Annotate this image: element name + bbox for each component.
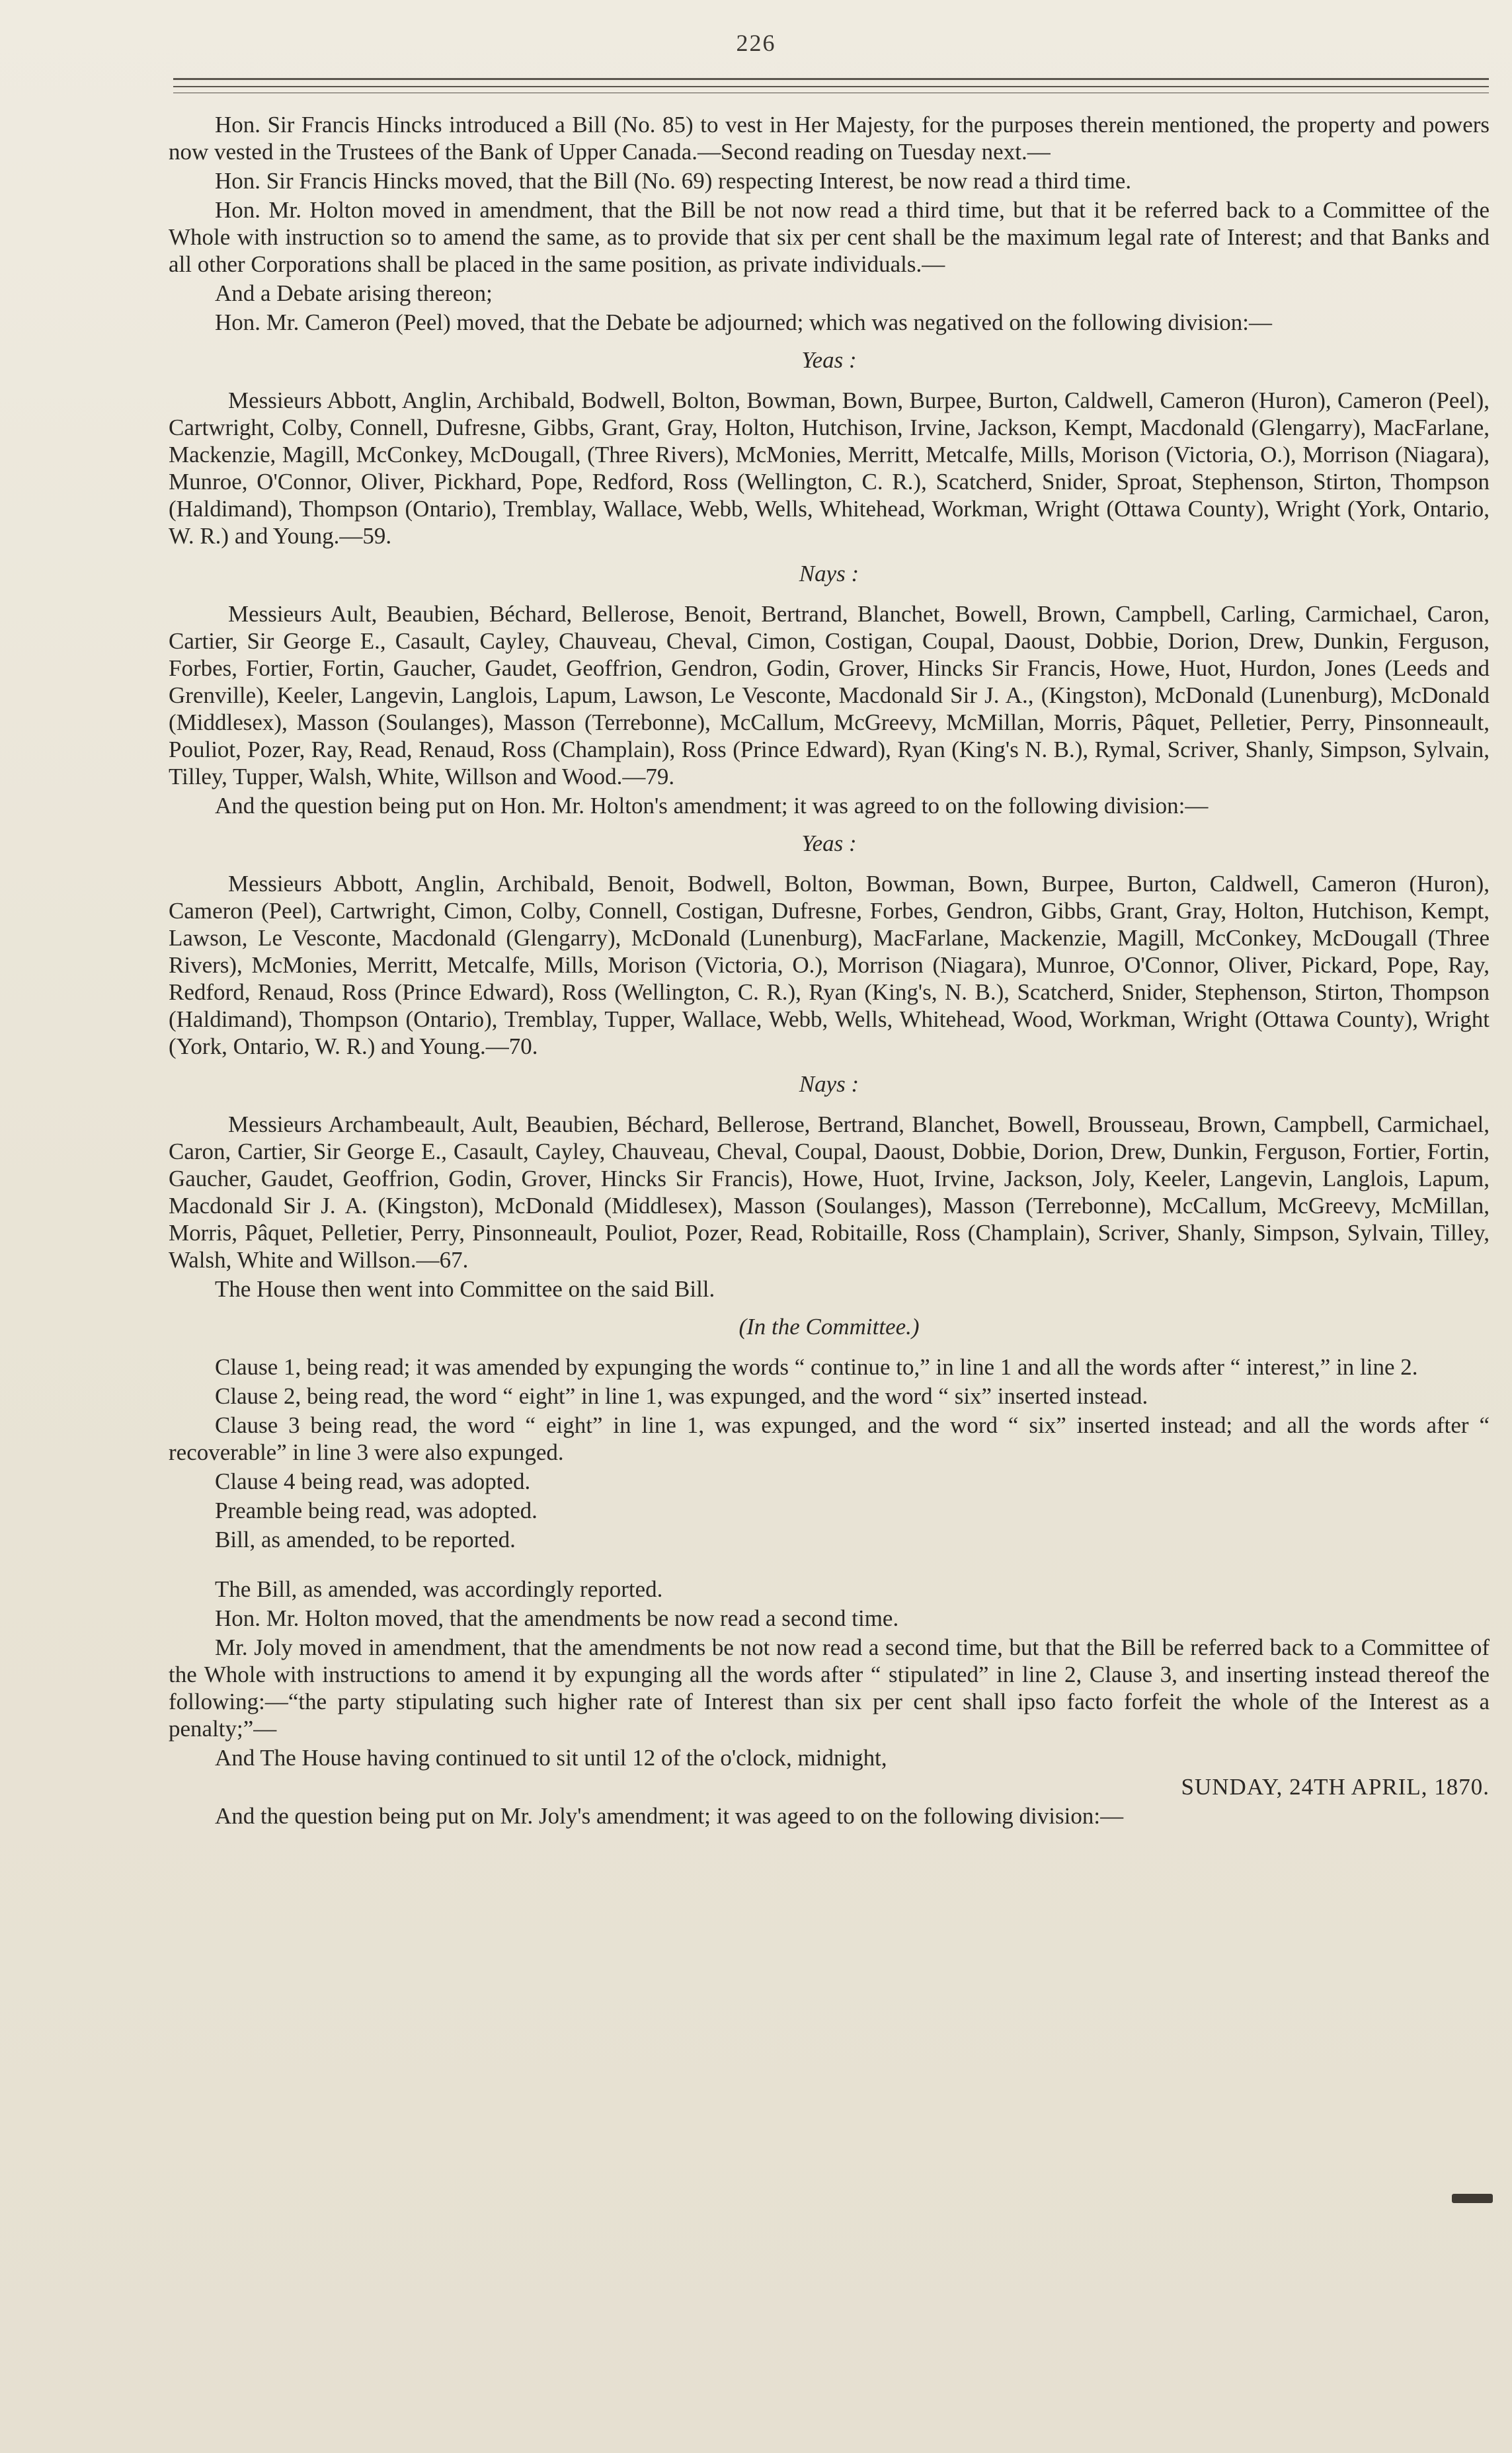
paragraph: And The House having continued to sit until 12 of the o'clock, midnight, — [215, 1745, 887, 1771]
division-heading-nays: Nays : — [799, 1071, 859, 1097]
paragraph: Hon. Mr. Holton moved in amendment, that the Bill be not now read a third time, but that it be referred back to a Committee of the Whole with instruction so to amend the same, as to provide that six per cent shall be the maximum legal rate of Interest; and that Banks and all other Corporations shall be placed in the same position, as private individuals.— — [169, 197, 1490, 277]
paragraph: And the question being put on Mr. Joly's amendment; it was ageed to on the following division:— — [215, 1803, 1124, 1829]
paragraph: Clause 4 being read, was adopted. — [215, 1468, 531, 1494]
paragraph: Clause 1, being read; it was amended by expunging the words “ continue to,” in line 1 and all the words after “ interest,” in line 2. — [215, 1354, 1418, 1380]
paragraph: Bill, as amended, to be reported. — [215, 1527, 516, 1552]
division-list: Messieurs Abbott, Anglin, Archibald, Benoit, Bodwell, Bolton, Bowman, Bown, Burpee, Burton, Caldwell, Cameron (Huron), Cameron (Peel), Cartwright, Cimon, Colby, Connell, Costigan, Dufresne, Forbes, Gendron, Gibbs, Grant, Gray, Holton, Hutchison, Kempt, Lawson, Le Vesconte, Macdonald (Glengarry), McDonald (Lunenburg), MacFarlane, Mackenzie, Magill, McConkey, McDougall (Three Rivers), McMonies, Merritt, Metcalfe, Mills, Morison (Victoria, O.), Morrison (Niagara), Munroe, O'Connor, Oliver, Pickard, Pope, Ray, Redford, Renaud, Ross (Prince Edward), Ross (Wellington, C. R.), Ryan (King's, N. B.), Scatcherd, Snider, Stephenson, Stirton, Thompson (Haldimand), Thompson (Ontario), Tremblay, Tupper, Wallace, Webb, Wells, Whitehead, Wood, Workman, Wright (Ottawa County), Wright (York, Ontario, W. R.) and Young.—70. — [169, 871, 1490, 1059]
paragraph: Hon. Sir Francis Hincks moved, that the Bill (No. 69) respecting Interest, be now read a third time. — [215, 168, 1132, 194]
paragraph: And a Debate arising thereon; — [215, 280, 493, 306]
division-list: Messieurs Archambeault, Ault, Beaubien, Béchard, Bellerose, Bertrand, Blanchet, Bowell, Brousseau, Brown, Campbell, Carmichael, Caron, Cartier, Sir George E., Casault, Cayley, Chauveau, Cheval, Coupal, Daoust, Dobbie, Dorion, Drew, Dunkin, Ferguson, Fortier, Fortin, Gaucher, Gaudet, Geoffrion, Godin, Grover, Hincks Sir Francis), Howe, Huot, Irvine, Jackson, Joly, Keeler, Langevin, Langlois, Lapum, Macdonald Sir J. A. (Kingston), McDonald (Middlesex), Masson (Soulanges), Masson (Terrebonne), McCallum, McGreevy, McMillan, Morris, Pâquet, Pelletier, Perry, Pinsonneault, Pouliot, Pozer, Read, Robitaille, Ross (Champlain), Scriver, Shanly, Simpson, Sylvain, Tilley, Walsh, White and Willson.—67. — [169, 1111, 1490, 1273]
division-list: Messieurs Ault, Beaubien, Béchard, Bellerose, Benoit, Bertrand, Blanchet, Bowell, Brown, Campbell, Carling, Carmichael, Caron, Cartier, Sir George E., Casault, Cayley, Chauveau, Cheval, Cimon, Costigan, Coupal, Daoust, Dobbie, Dorion, Drew, Dunkin, Ferguson, Forbes, Fortier, Fortin, Gaucher, Gaudet, Geoffrion, Gendron, Godin, Grover, Hincks Sir Francis, Howe, Huot, Hurdon, Jones (Leeds and Grenville), Keeler, Langevin, Langlois, Lapum, Lawson, Le Vesconte, Macdonald Sir J. A., (Kingston), McDonald (Lunenburg), McDonald (Middlesex), Masson (Soulanges), Masson (Terrebonne), McCallum, McGreevy, McMillan, Morris, Pâquet, Pelletier, Perry, Pinsonneault, Pouliot, Pozer, Ray, Read, Renaud, Ross (Champlain), Ross (Prince Edward), Ryan (King's N. B.), Rymal, Scriver, Shanly, Simpson, Sylvain, Tilley, Tupper, Walsh, White, Willson and Wood.—79. — [169, 601, 1490, 789]
paragraph: The Bill, as amended, was accordingly reported. — [215, 1576, 663, 1602]
division-list: Messieurs Abbott, Anglin, Archibald, Bodwell, Bolton, Bowman, Bown, Burpee, Burton, Caldwell, Cameron (Huron), Cameron (Peel), Cartwright, Colby, Connell, Dufresne, Gibbs, Grant, Gray, Holton, Hutchison, Irvine, Jackson, Kempt, Macdonald (Glengarry), MacFarlane, Mackenzie, Magill, McConkey, McDougall, (Three Rivers), McMonies, Merritt, Metcalfe, Mills, Morison (Victoria, O.), Morrison (Niagara), Munroe, O'Connor, Oliver, Pickhard, Pope, Redford, Ross (Wellington, C. R.), Scatcherd, Snider, Sproat, Stephenson, Stirton, Thompson (Haldimand), Thompson (Ontario), Tremblay, Wallace, Webb, Wells, Whitehead, Workman, Wright (Ottawa County), Wright (York, Ontario, W. R.) and Young.—59. — [169, 387, 1490, 549]
date-line: SUNDAY, 24TH APRIL, 1870. — [1181, 1774, 1490, 1800]
paragraph: And the question being put on Hon. Mr. Holton's amendment; it was agreed to on the following division:— — [215, 793, 1209, 819]
division-heading-yeas: Yeas : — [801, 347, 857, 373]
margin-mark — [1452, 2194, 1493, 2203]
paragraph: The House then went into Committee on the said Bill. — [215, 1276, 715, 1302]
page-number: 226 — [736, 30, 776, 56]
paragraph: Mr. Joly moved in amendment, that the amendments be not now read a second time, but that the Bill be referred back to a Committee of the Whole with instructions to amend it by expunging all the words after “ stipulated” in line 2, Clause 3, and inserting instead thereof the following:—“the party stipulating such higher rate of Interest than six per cent shall ipso facto forfeit the whole of the Interest as a penalty;”— — [169, 1634, 1490, 1742]
division-heading-nays: Nays : — [799, 561, 859, 586]
journal-text — [169, 111, 1490, 1831]
paragraph: Clause 2, being read, the word “ eight” in line 1, was expunged, and the word “ six” inserted instead. — [215, 1383, 1148, 1409]
paragraph: Preamble being read, was adopted. — [215, 1498, 537, 1523]
division-heading-yeas: Yeas : — [801, 830, 857, 856]
paragraph: Clause 3 being read, the word “ eight” in line 1, was expunged, and the word “ six” inserted instead; and all the words after “ recoverable” in line 3 were also expunged. — [169, 1412, 1490, 1465]
paragraph: Hon. Mr. Cameron (Peel) moved, that the Debate be adjourned; which was negatived on the following division:— — [215, 309, 1272, 335]
paragraph: Hon. Sir Francis Hincks introduced a Bill (No. 85) to vest in Her Majesty, for the purposes therein mentioned, the property and powers now vested in the Trustees of the Bank of Upper Canada.—Second reading on Tuesday next.— — [169, 112, 1490, 165]
header-rule — [173, 86, 1489, 87]
committee-heading: (In the Committee.) — [738, 1314, 920, 1340]
header-rule — [173, 78, 1489, 80]
paragraph: Hon. Mr. Holton moved, that the amendments be now read a second time. — [215, 1605, 899, 1631]
